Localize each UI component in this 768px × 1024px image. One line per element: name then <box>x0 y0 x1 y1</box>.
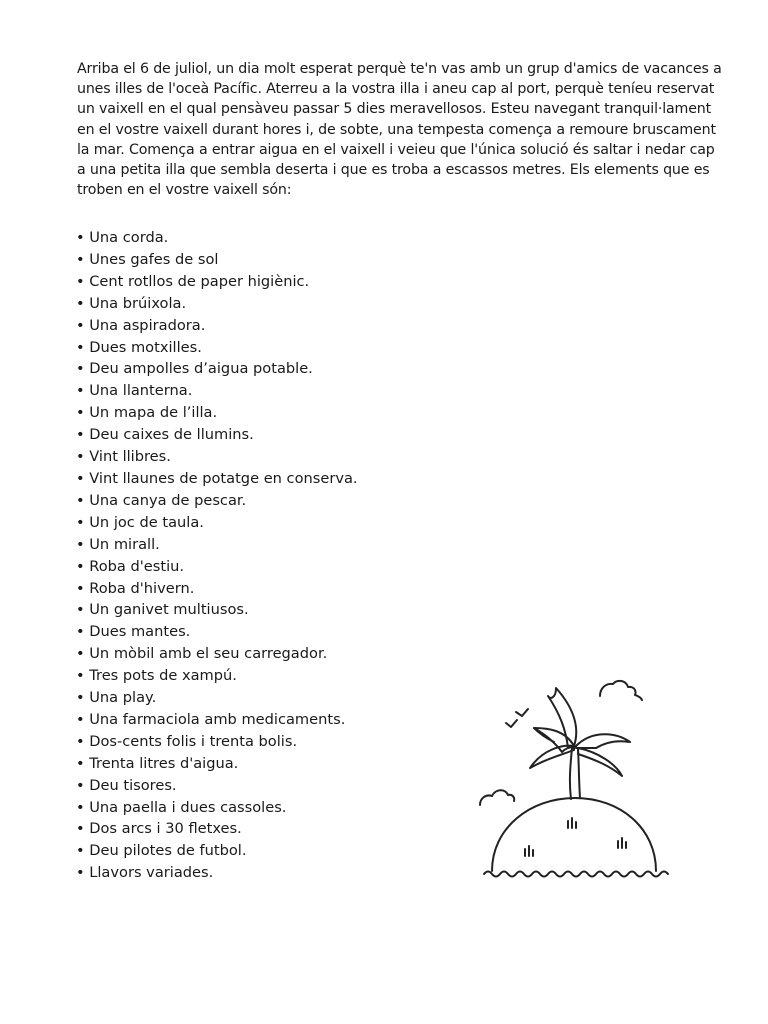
list-item: • Una llanterna. <box>76 382 193 400</box>
water-waves <box>484 872 668 877</box>
island-hill <box>492 798 656 871</box>
bird-icon <box>506 720 517 727</box>
cloud-icon <box>600 681 642 700</box>
list-item: • Roba d'hivern. <box>76 579 195 597</box>
list-item: • Cent rotllos de paper higiènic. <box>76 272 310 290</box>
list-item: • Una farmaciola amb medicaments. <box>76 710 346 728</box>
list-item: • Un mòbil amb el seu carregador. <box>76 645 328 663</box>
cloud-icon <box>480 790 514 805</box>
items-list <box>76 227 358 884</box>
list-item: • Unes gafes de sol <box>76 250 219 268</box>
list-item: • Dues motxilles. <box>76 338 202 356</box>
bird-icon <box>516 709 528 716</box>
list-item: • Trenta litres d'aigua. <box>76 754 239 772</box>
list-item: • Deu ampolles d’aigua potable. <box>76 360 313 378</box>
palm-leaf <box>576 734 630 748</box>
list-item: • Una corda. <box>76 229 169 246</box>
list-item: • Una brúixola. <box>76 294 187 312</box>
list-item: • Una canya de pescar. <box>76 491 247 509</box>
list-item: • Deu tisores. <box>76 776 177 794</box>
list-item: • Una play. <box>76 689 157 707</box>
list-item: • Deu caixes de llumins. <box>76 426 254 444</box>
palm-leaf <box>578 748 622 776</box>
grass-tuft <box>568 818 576 828</box>
list-item: • Deu pilotes de futbol. <box>76 842 247 860</box>
list-item: • Un ganivet multiusos. <box>76 601 249 619</box>
list-item: • Un mirall. <box>76 535 160 553</box>
palm-leaf <box>548 688 576 748</box>
list-item: • Vint llibres. <box>76 448 171 466</box>
island-palm-tree-icon <box>470 668 685 883</box>
list-item: • Dues mantes. <box>76 623 191 641</box>
list-item: • Roba d'estiu. <box>76 557 185 575</box>
palm-trunk <box>570 748 572 799</box>
intro-paragraph: Arriba el 6 de juliol, un dia molt esperat perquè te'n vas amb un grup d'amics de vacances a unes illes de l'oceà Pacífic. Aterreu a la vostra illa i aneu cap al port, perquè teníeu reservat un vaixell en el qual pensàveu passar 5 dies meravellosos. Esteu navegant tranquil·lament en el vostre vaixell durant hores i, de sobte, una tempesta comença a remoure bruscament la mar. Comença a entrar aigua en el vaixell i veieu que l'única solució és saltar i nedar cap a una petita illa que sembla deserta i que es troba a escassos metres. Els elements que es troben en el vostre vaixell són: <box>77 61 722 199</box>
grass-tuft <box>525 846 533 856</box>
list-item: • Un joc de taula. <box>76 513 204 531</box>
list-item: • Una aspiradora. <box>76 316 206 334</box>
list-item: • Vint llaunes de potatge en conserva. <box>76 469 358 487</box>
list-item: • Tres pots de xampú. <box>76 667 237 685</box>
list-item: • Un mapa de l’illa. <box>76 404 218 422</box>
list-item: • Una paella i dues cassoles. <box>76 798 287 816</box>
list-item: • Llavors variades. <box>76 864 214 882</box>
list-item: • Dos-cents folis i trenta bolis. <box>76 732 298 750</box>
list-item: • Dos arcs i 30 fletxes. <box>76 820 242 838</box>
grass-tuft <box>618 838 626 848</box>
